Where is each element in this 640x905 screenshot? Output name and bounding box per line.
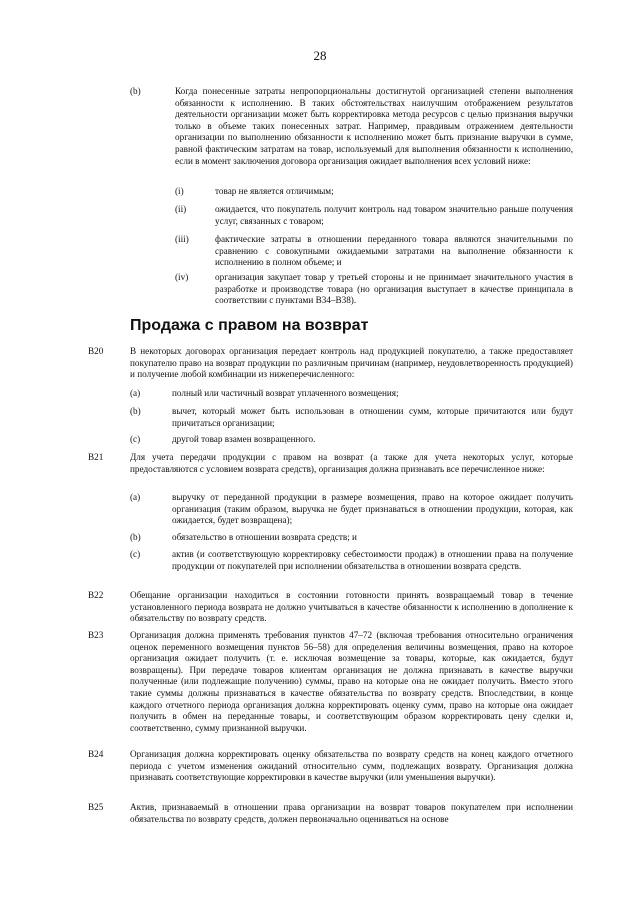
paragraph-number: B24: [88, 749, 104, 759]
list-item-text: актив (и соответствующую корректировку себестоимости продаж) в отношении права на получение продукции от покупателей при исполнении обязательства в отношении возврата средств.: [172, 549, 573, 571]
subitem-text: фактические затраты в отношении переданного товара являются значительными по сравнению с совокупными ожидаемыми затратами на выполнение обязанности к исполнению в полном объеме; и: [215, 234, 573, 268]
paragraph-text: Организация должна корректировать оценку обязательства по возврату средств на конец каждого отчетного периода с учетом изменения ожиданий относительно сумм, подлежащих возврату. Организация должна признавать соответствующие корректировки в качестве выручки (или уменьшения выручки).: [130, 749, 573, 783]
list-item-marker: (b): [130, 406, 141, 416]
subitem-marker: (ii): [175, 204, 187, 214]
paragraph-number: B22: [88, 590, 104, 600]
paragraph-number: B25: [88, 802, 104, 812]
subitem-text: ожидается, что покупатель получит контроль над товаром значительно раньше получения услуг, связанных с товаром;: [215, 204, 573, 226]
list-item-marker: (c): [130, 434, 141, 444]
list-item-text: полный или частичный возврат уплаченного возмещения;: [172, 388, 399, 398]
list-item-text: вычет, который может быть использован в отношении сумм, которые причитаются или будут причитаться организации;: [172, 406, 573, 428]
subitem-text: товар не является отличимым;: [215, 186, 334, 196]
section-heading: Продажа с правом на возврат: [130, 317, 369, 334]
list-item-marker: (c): [130, 549, 141, 559]
list-item-text: выручку от переданной продукции в размере возмещения, право на которое ожидает получить организация (таким образом, выручка не будет признаваться в отношении продукции, которая, как ожидается, будет возвращена);: [172, 492, 573, 526]
list-item-text: другой товар взамен возвращенного.: [172, 434, 316, 444]
paragraph-text: Актив, признаваемый в отношении права организации на возврат товаров покупателем при исполнении обязательства по возврату средств, должен первоначально оцениваться на основе: [130, 802, 573, 824]
page-number: 28: [313, 48, 327, 63]
subitem-marker: (iv): [175, 272, 189, 282]
subitem-text: организация закупает товар у третьей стороны и не принимает значительного участия в разработке и производстве товара (но организация выступает в качестве принципала в соответствии с пунктами B34–B38).: [215, 272, 573, 306]
paragraph-number: B21: [88, 452, 104, 462]
subitem-marker: (iii): [175, 234, 189, 244]
list-item-text: обязательство в отношении возврата средств; и: [172, 532, 357, 542]
subitem-marker: (i): [175, 186, 184, 196]
list-item-marker: (a): [130, 492, 141, 502]
intro-item-text: Когда понесенные затраты непропорциональны достигнутой организацией степени выполнения обязанности к исполнению. В таких обстоятельствах наилучшим отображением результатов деятельности организации может быть корректировка метода ресурсов с целью признания выручки только в объеме таких понесенных затрат. Например, правдивым отражением деятельности организации по выполнению обязанности к исполнению может быть признание выручки в сумме, равной фактическим затратам на товар, используемый для выполнения обязанности к исполнению, если в момент заключения договора организация ожидает выполнения всех условий ниже:: [175, 86, 573, 166]
paragraph-number: B20: [88, 346, 104, 356]
paragraph-text: В некоторых договорах организация передает контроль над продукцией покупателю, а также предоставляет покупателю право на возврат продукции по различным причинам (например, неудовлетворенность продукцией) и получение любой комбинации из нижеперечисленного:: [130, 346, 573, 380]
paragraph-text: Обещание организации находиться в состоянии готовности принять возвращаемый товар в течение установленного периода возврата не должно учитываться в качестве обязанности к исполнению в дополнение к обязательству по возврату средств.: [130, 590, 573, 624]
intro-item-marker: (b): [130, 86, 141, 96]
paragraph-text: Организация должна применять требования пунктов 47–72 (включая требования относительно ограничения оценок переменного возмещения пунктов 56–58) для определения величины возмещения, право на которое организация ожидает получить (т. е. исключая возмещение за товары, которые, как ожидается, будут возвращены). При передаче товаров клиентам организация не должна признавать в качестве выручки полученные (или подлежащие получению) суммы, право на которые она не ожидает получить. Вместо этого такие суммы должны признаваться в качестве обязательства по возврату средств. Впоследствии, в конце каждого отчетного периода организация должна корректировать оценку сумм, право на которые она ожидает получить в обмен на переданные товары, и соответствующим образом корректировать цену сделки и, соответственно, сумму признанной выручки.: [130, 630, 573, 733]
paragraph-text: Для учета передачи продукции с правом на возврат (а также для учета некоторых услуг, которые предоставляются с условием возврата средств), организация должна признавать все перечисленное ниже:: [130, 452, 573, 474]
list-item-marker: (b): [130, 532, 141, 542]
paragraph-number: B23: [88, 630, 104, 640]
list-item-marker: (a): [130, 388, 141, 398]
